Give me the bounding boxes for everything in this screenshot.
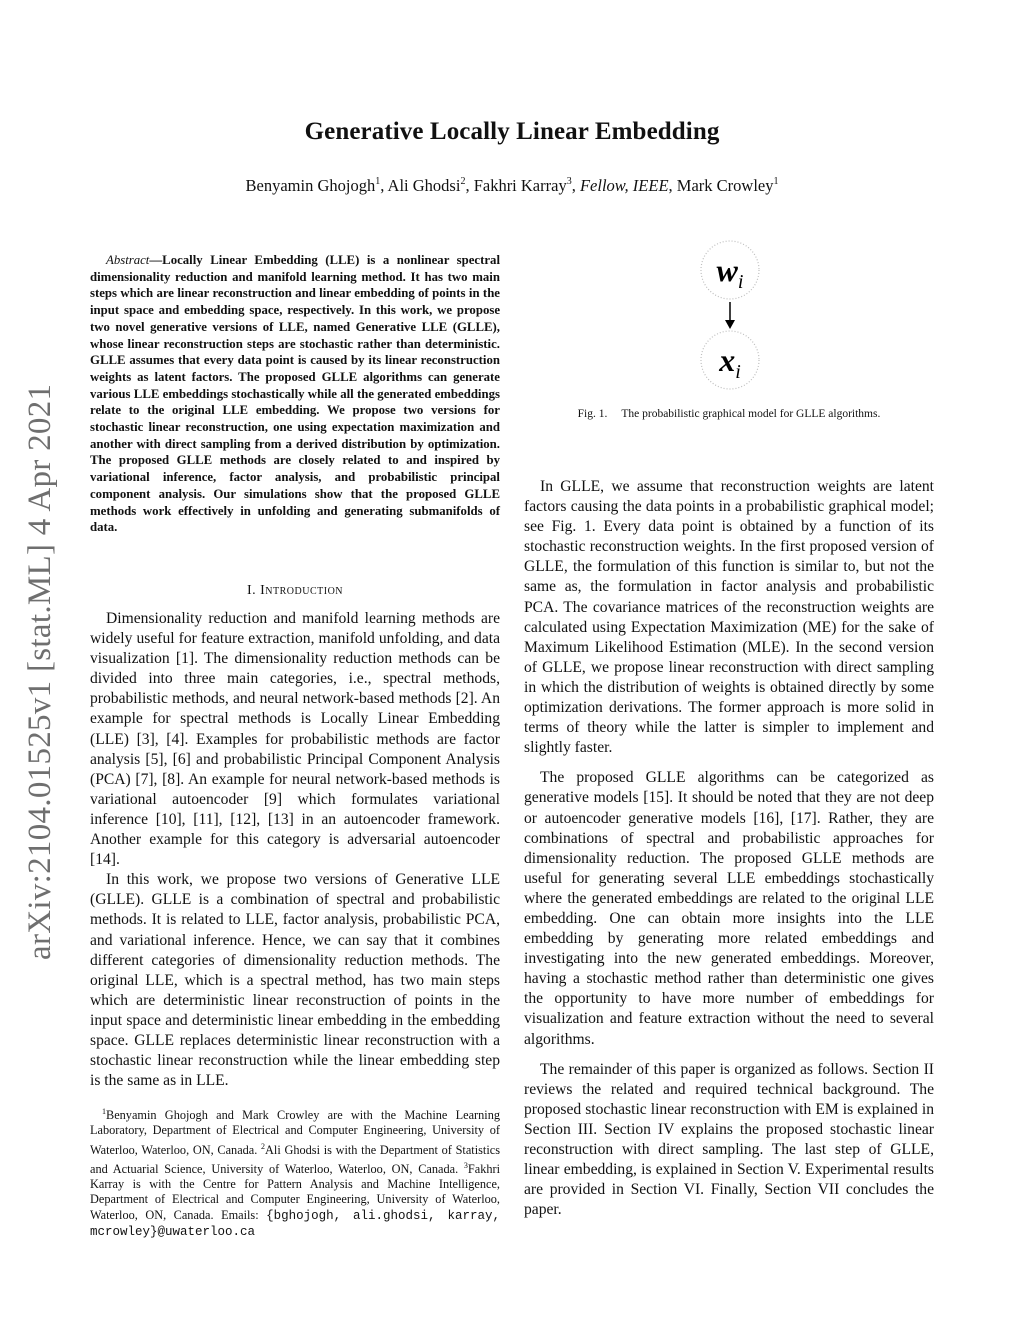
author-name: Ali Ghodsi bbox=[387, 176, 461, 195]
author-name: Fakhri Karray bbox=[473, 176, 567, 195]
footnote-mark: 2 bbox=[261, 1141, 266, 1151]
section-title: Introduction bbox=[260, 583, 344, 598]
paragraph: Dimensionality reduction and manifold learning methods are widely useful for feature extraction, manifold unfolding, and data visualization [1]. The dimensionality reduction methods can be divided into three main categories, i.e., spectral methods, probabilistic methods, and neural network-based methods [2]. An example for spectral methods is Locally Linear Embedding (LLE) [3], [4]. Examples for probabilistic methods are factor analysis [5], [6] and probabilistic Principal Component Analysis (PCA) [7], [8]. An example for neural network-based methods is variational autoencoder [9] which formulates variational inference [10], [11], [12], [13] in an autoencoder framework. Another example for this category is adversarial autoencoder [14]. bbox=[90, 610, 500, 869]
caption-text: The probabilistic graphical model for GLLE algorithms. bbox=[621, 408, 881, 420]
author-list: Benyamin Ghojogh$^1$, Ali Ghodsi$^2$, Fakhri Karray$^3$, Fellow, IEEE, Mark Crowley$^1$ bbox=[245, 176, 779, 195]
paper-title: Generative Locally Linear Embedding bbox=[304, 118, 720, 145]
footnote-text: Benyamin Ghojogh and Mark Crowley are with the Machine Learning Laboratory, Department of Electrical and Computer Engineering, University of Waterloo, Waterloo, ON, Canada. bbox=[90, 1108, 500, 1157]
footnote bbox=[90, 1104, 500, 1240]
footnote-text: Fakhri Karray is with the Centre for Pattern Analysis and Machine Intelligence, Department of Electrical and Computer Engineering, University of Waterloo, Waterloo, ON, Canada. Emails: bbox=[90, 1161, 500, 1222]
abstract: Abstract—Locally Linear Embedding (LLE) is a nonlinear spectral dimensionality reduction and manifold learning method. It has two main steps which are linear reconstruction and linear embedding of points in the input space and embedding space, respectively. In this work, we propose two novel generative versions of LLE, named Generative LLE (GLLE), whose linear reconstruction steps are stochastic rather than deterministic. GLLE assumes that every data point is caused by its linear reconstruction weights as latent factors. The proposed GLLE algorithms can generate various LLE embeddings stochastically while all the generated embeddings relate to the original LLE embedding. We propose two versions for stochastic linear reconstruction, one using expectation maximization and another with direct sampling from a derived distribution by optimization. The proposed GLLE methods are closely related to and inspired by variational inference, factor analysis, and probabilistic principal component analysis. Our simulations show that the proposed GLLE methods work effectively in unfolding and generating submanifolds of data. bbox=[90, 253, 500, 535]
latent-node-label: $w_i$ bbox=[716, 252, 744, 293]
affiliation-mark: 2 bbox=[460, 176, 466, 187]
footnote-text: Ali Ghodsi is with the Department of Statistics and Actuarial Science, University of Waterloo, Waterloo, ON, Canada. bbox=[90, 1142, 500, 1176]
paragraph: In this work, we propose two versions of Generative LLE (GLLE). GLLE is a combination of spectral and probabilistic methods. It is related to LLE, factor analysis, probabilistic PCA, and variational inference. Hence, we can say that it combines different categories of dimensionality reduction methods. The original LLE, which is a spectral method, has two main steps which are deterministic linear reconstruction of points in the input space and deterministic linear embedding in the embedding space. GLLE replaces deterministic linear reconstruction with a stochastic linear reconstruction while the linear embedding step is the same as in LLE. bbox=[90, 871, 500, 1090]
footnote-mark: 1 bbox=[102, 1107, 106, 1116]
email-list: {bghojogh, ali.ghodsi, karray, mcrowley}@uwaterloo.ca bbox=[90, 1208, 500, 1240]
author-name: Benyamin Ghojogh bbox=[245, 176, 376, 195]
observed-node-label: $x_i$ bbox=[719, 342, 741, 383]
paragraph: In GLLE, we assume that reconstruction weights are latent factors causing the data points in a probabilistic graphical model; see Fig. 1. Every data point is obtained by a function of its stochastic reconstruction weights. In the first proposed version of GLLE, the formulation of this function is similar to, but not the same as, the formulation in factor analysis and probabilistic PCA. The covariance matrices of the reconstruction weights are calculated using Expectation Maximization (ME) for the sake of Maximum Likelihood Estimation (MLE). In the second version of GLLE, we propose linear reconstruction with direct sampling in which the distribution of weights is obtained directly by some optimization derivations. The former approach is more solid in terms of theory while the latter is simpler to implement and slightly faster. bbox=[524, 478, 934, 757]
affiliation-mark: 3 bbox=[566, 176, 572, 187]
right-column-body bbox=[524, 477, 934, 1220]
paragraph: The proposed GLLE algorithms can be categorized as generative models [15]. It should be noted that they are not deep or autoencoder generative models [16], [17]. Rather, they are combinations of spectral and probabilistic approaches for dimensionality reduction. The proposed GLLE methods are useful for generating several LLE embeddings stochastically where the generated embeddings are related to the original LLE embedding. One can obtain more insights into the LLE embedding by generating more related embeddings and investigating into the new generated embeddings. Moreover, having a stochastic method rather than deterministic one gives the opportunity to have more number of embeddings for visualization and feature extraction without the need to several algorithms. bbox=[524, 769, 934, 1048]
section-heading bbox=[90, 583, 500, 599]
footnote-mark: 3 bbox=[463, 1160, 468, 1170]
section-numeral: I. bbox=[246, 583, 257, 598]
affiliation-mark: 1 bbox=[773, 176, 779, 187]
figure-caption bbox=[524, 408, 934, 420]
affiliation-mark: 1 bbox=[375, 176, 381, 187]
paragraph: The remainder of this paper is organized as follows. Section II reviews the related and required technical background. The proposed stochastic linear reconstruction with EM is explained in Section III. Section IV explains the proposed stochastic linear reconstruction with direct sampling. The last step of GLLE, linear embedding, is explained in Section V. Experimental results are provided in Section VI. Finally, Section VII concludes the paper. bbox=[524, 1060, 934, 1219]
graphical-model-diagram bbox=[662, 240, 798, 390]
graphical-model-figure bbox=[662, 240, 798, 390]
arxiv-identifier: arXiv:2104.01525v1 [stat.ML] 4 Apr 2021 bbox=[22, 383, 58, 960]
left-column-body bbox=[90, 609, 500, 1091]
arrow-head bbox=[725, 320, 735, 329]
author-name: Mark Crowley bbox=[676, 176, 774, 195]
abstract-label: Abstract bbox=[106, 253, 150, 267]
abstract-text: Locally Linear Embedding (LLE) is a nonlinear spectral dimensionality reduction and manifold learning method. It has two main steps which are linear reconstruction and linear embedding of points in the input space and embedding space, respectively. In this work, we propose two novel generative versions of LLE, named Generative LLE (GLLE), whose linear reconstruction steps are stochastic rather than deterministic. GLLE assumes that every data point is caused by its linear reconstruction weights as latent factors. The proposed GLLE algorithms can generate various LLE embeddings stochastically while all the generated embeddings relate to the original LLE embedding. We propose two versions for stochastic linear reconstruction, one using expectation maximization and another with direct sampling from a derived distribution by optimization. The proposed GLLE methods are closely related to and inspired by variational inference, factor analysis, and probabilistic principal component analysis. Our simulations show that the proposed GLLE methods work effectively in unfolding and generating submanifolds of data. bbox=[90, 253, 500, 535]
caption-label: Fig. 1. bbox=[577, 408, 608, 420]
author-role: Fellow, IEEE bbox=[579, 176, 669, 195]
